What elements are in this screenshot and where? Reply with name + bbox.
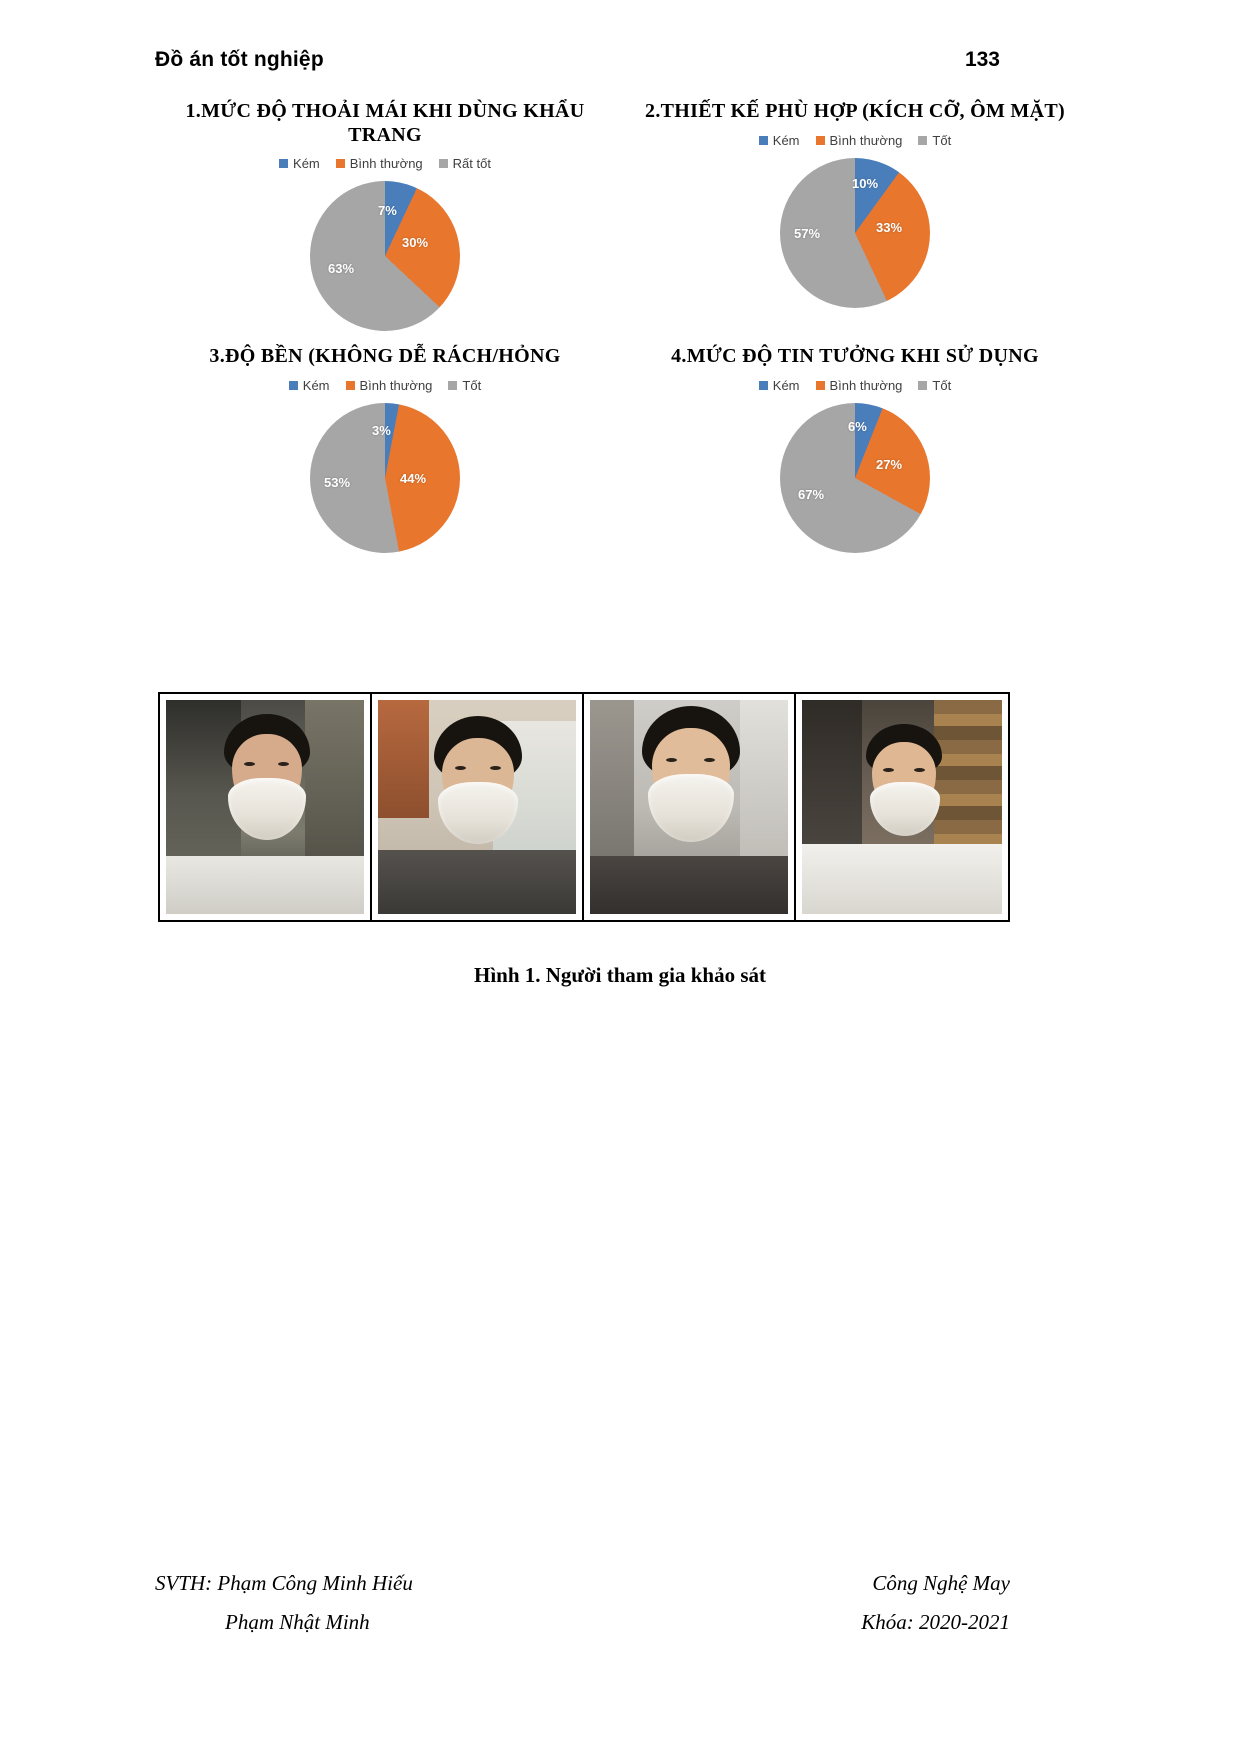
chart-1-pie	[310, 181, 460, 331]
pie-label-kem: 6%	[848, 418, 867, 434]
legend-label: Bình thường	[359, 377, 433, 393]
footer-program: Công Nghệ May	[872, 1571, 1010, 1595]
footer-row-1	[155, 1571, 1010, 1596]
legend-swatch-icon	[289, 381, 298, 390]
footer-author-second: Phạm Nhật Minh	[225, 1610, 370, 1634]
legend-swatch-icon	[439, 159, 448, 168]
legend-item-binh-thuong	[346, 378, 433, 393]
legend-item-tot	[448, 378, 481, 393]
legend-item-kem	[759, 378, 800, 393]
chart-3-pie	[310, 403, 460, 553]
participant-photo-1	[166, 700, 364, 914]
participant-photo-3	[590, 700, 788, 914]
legend-item-kem	[289, 378, 330, 393]
chart-3-legend	[150, 378, 620, 393]
legend-item-binh-thuong	[816, 378, 903, 393]
legend-label: Bình thường	[829, 132, 903, 148]
legend-label: Rất tốt	[452, 156, 491, 172]
legend-swatch-icon	[346, 381, 355, 390]
chart-1-legend	[150, 156, 620, 171]
pie-chart-4	[620, 345, 1090, 600]
legend-item-binh-thuong	[816, 133, 903, 148]
legend-item-rat-tot	[439, 156, 491, 171]
page-header	[155, 48, 1000, 72]
pie-label-tot: 67%	[798, 486, 825, 502]
legend-label: Tốt	[932, 377, 952, 393]
participant-photo-4	[802, 700, 1002, 914]
footer-row-2	[155, 1610, 1010, 1635]
photo-cell-3	[584, 694, 796, 920]
legend-label: Kém	[302, 377, 330, 393]
legend-item-kem	[759, 133, 800, 148]
footer-course: Khóa: 2020-2021	[861, 1610, 1010, 1634]
legend-item-tot	[918, 133, 951, 148]
legend-label: Kém	[772, 377, 800, 393]
legend-swatch-icon	[759, 136, 768, 145]
legend-label: Bình thường	[829, 377, 903, 393]
chart-2-pie	[780, 158, 930, 308]
chart-2-title: 2.THIẾT KẾ PHÙ HỢP (KÍCH CỠ, ÔM MẶT)	[645, 100, 1065, 122]
figure-caption: Hình 1. Người tham gia khảo sát	[473, 963, 767, 987]
page-number: 133	[964, 48, 1000, 71]
chart-4-legend	[620, 378, 1090, 393]
pie-label-tot: 57%	[794, 225, 821, 241]
pie-label-binh-thuong: 44%	[400, 470, 427, 486]
photo-cell-1	[160, 694, 372, 920]
page-title: Đồ án tốt nghiệp	[155, 48, 324, 71]
participant-photo-2	[378, 700, 576, 914]
pie-label-kem: 7%	[378, 203, 397, 219]
pie-label-rat-tot: 63%	[328, 261, 355, 277]
legend-label: Bình thường	[349, 156, 423, 172]
legend-swatch-icon	[816, 381, 825, 390]
chart-1-title: 1.MỨC ĐỘ THOẢI MÁI KHI DÙNG KHẨU TRANG	[185, 100, 585, 146]
charts-area	[150, 100, 1090, 620]
chart-4-title: 4.MỨC ĐỘ TIN TƯỞNG KHI SỬ DỤNG	[671, 345, 1039, 367]
pie-label-kem: 3%	[372, 422, 391, 438]
legend-item-tot	[918, 378, 951, 393]
legend-label: Tốt	[932, 132, 952, 148]
legend-item-kem	[279, 156, 320, 171]
pie-label-binh-thuong: 27%	[876, 456, 903, 472]
legend-swatch-icon	[279, 159, 288, 168]
legend-label: Kém	[772, 132, 800, 148]
pie-label-binh-thuong: 30%	[402, 235, 429, 251]
legend-label: Tốt	[462, 377, 482, 393]
pie-chart-3	[150, 345, 620, 600]
chart-4-pie	[780, 403, 930, 553]
legend-swatch-icon	[336, 159, 345, 168]
legend-swatch-icon	[918, 136, 927, 145]
photo-cell-2	[372, 694, 584, 920]
legend-item-binh-thuong	[336, 156, 423, 171]
photo-cell-4	[796, 694, 1008, 920]
pie-label-tot: 53%	[324, 474, 351, 490]
pie-chart-1	[150, 100, 620, 355]
chart-3-title: 3.ĐỘ BỀN (KHÔNG DỄ RÁCH/HỎNG	[209, 345, 561, 367]
legend-swatch-icon	[448, 381, 457, 390]
figure-photo-strip	[158, 692, 1010, 922]
pie-label-kem: 10%	[852, 175, 879, 191]
pie-label-binh-thuong: 33%	[876, 219, 903, 235]
legend-swatch-icon	[816, 136, 825, 145]
footer-author: SVTH: Phạm Công Minh Hiếu	[155, 1571, 413, 1595]
legend-label: Kém	[293, 156, 320, 172]
page-footer	[155, 1571, 1010, 1649]
legend-swatch-icon	[918, 381, 927, 390]
legend-swatch-icon	[759, 381, 768, 390]
pie-chart-2	[620, 100, 1090, 355]
chart-2-legend	[620, 133, 1090, 148]
